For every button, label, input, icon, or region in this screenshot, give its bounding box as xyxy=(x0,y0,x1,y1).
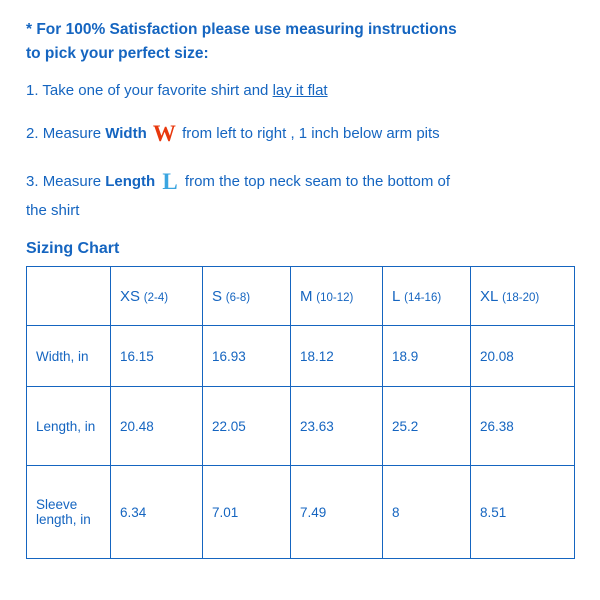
step-3-keyword: Length xyxy=(105,173,156,191)
intro-text xyxy=(26,18,574,66)
size-name-m: M xyxy=(300,287,313,305)
cell-sleeve-l: 8 xyxy=(383,466,471,559)
table-row xyxy=(27,326,575,387)
step-3-text-post: from the top neck seam to the bottom of xyxy=(184,173,451,191)
column-header-xl xyxy=(471,267,575,326)
size-range-xl: (18-20) xyxy=(502,291,540,304)
cell-length-m: 23.63 xyxy=(291,387,383,466)
cell-width-xl: 20.08 xyxy=(471,326,575,387)
size-range-s: (6-8) xyxy=(225,291,251,304)
table-corner-cell xyxy=(27,267,111,326)
step-3-text-post2: the shirt xyxy=(26,201,80,219)
cell-sleeve-s: 7.01 xyxy=(203,466,291,559)
size-name-s: S xyxy=(212,287,223,305)
step-2-text-pre: Measure xyxy=(42,124,106,142)
cell-width-xs: 16.15 xyxy=(111,326,203,387)
cell-length-xs: 20.48 xyxy=(111,387,203,466)
step-1-text: Take one of your favorite shirt and xyxy=(42,82,273,100)
table-header-row xyxy=(27,267,575,326)
size-range-l: (14-16) xyxy=(404,291,442,304)
cell-length-l: 25.2 xyxy=(383,387,471,466)
step-3-text-pre: Measure xyxy=(42,173,106,191)
cell-width-s: 16.93 xyxy=(203,326,291,387)
step-1-emphasis: lay it flat xyxy=(272,82,328,100)
cell-width-l: 18.9 xyxy=(383,326,471,387)
sizing-chart-title: Sizing Chart xyxy=(26,240,120,258)
table-row xyxy=(27,466,575,559)
step-3-number: 3. xyxy=(26,173,39,191)
intro-line-1: * For 100% Satisfaction please use measuring instructions xyxy=(26,21,457,38)
column-header-m xyxy=(291,267,383,326)
intro-line-2: to pick your perfect size: xyxy=(26,45,209,63)
step-2-text-post: from left to right , 1 inch below arm pits xyxy=(182,124,440,142)
cell-length-s: 22.05 xyxy=(203,387,291,466)
step-1-number: 1. xyxy=(26,82,39,100)
width-marker-icon: W xyxy=(152,120,176,146)
cell-width-m: 18.12 xyxy=(291,326,383,387)
step-2-keyword: Width xyxy=(105,124,147,142)
cell-sleeve-m: 7.49 xyxy=(291,466,383,559)
row-label-width: Width, in xyxy=(27,326,111,387)
column-header-s xyxy=(203,267,291,326)
step-2-number: 2. xyxy=(26,124,39,142)
sizing-chart-table xyxy=(26,266,575,559)
size-name-xl: XL xyxy=(480,287,499,305)
cell-length-xl: 26.38 xyxy=(471,387,575,466)
size-range-xs: (2-4) xyxy=(143,291,169,304)
column-header-l xyxy=(383,267,471,326)
size-name-l: L xyxy=(392,287,401,305)
row-label-length: Length, in xyxy=(27,387,111,466)
column-header-xs xyxy=(111,267,203,326)
size-range-m: (10-12) xyxy=(316,291,354,304)
step-3 xyxy=(26,165,574,222)
size-name-xs: XS xyxy=(120,287,141,305)
row-label-sleeve-length: Sleeve length, in xyxy=(27,466,111,559)
length-marker-icon: L xyxy=(162,169,178,195)
cell-sleeve-xl: 8.51 xyxy=(471,466,575,559)
step-1 xyxy=(26,80,574,103)
table-row xyxy=(27,387,575,466)
cell-sleeve-xs: 6.34 xyxy=(111,466,203,559)
step-2 xyxy=(26,117,574,152)
